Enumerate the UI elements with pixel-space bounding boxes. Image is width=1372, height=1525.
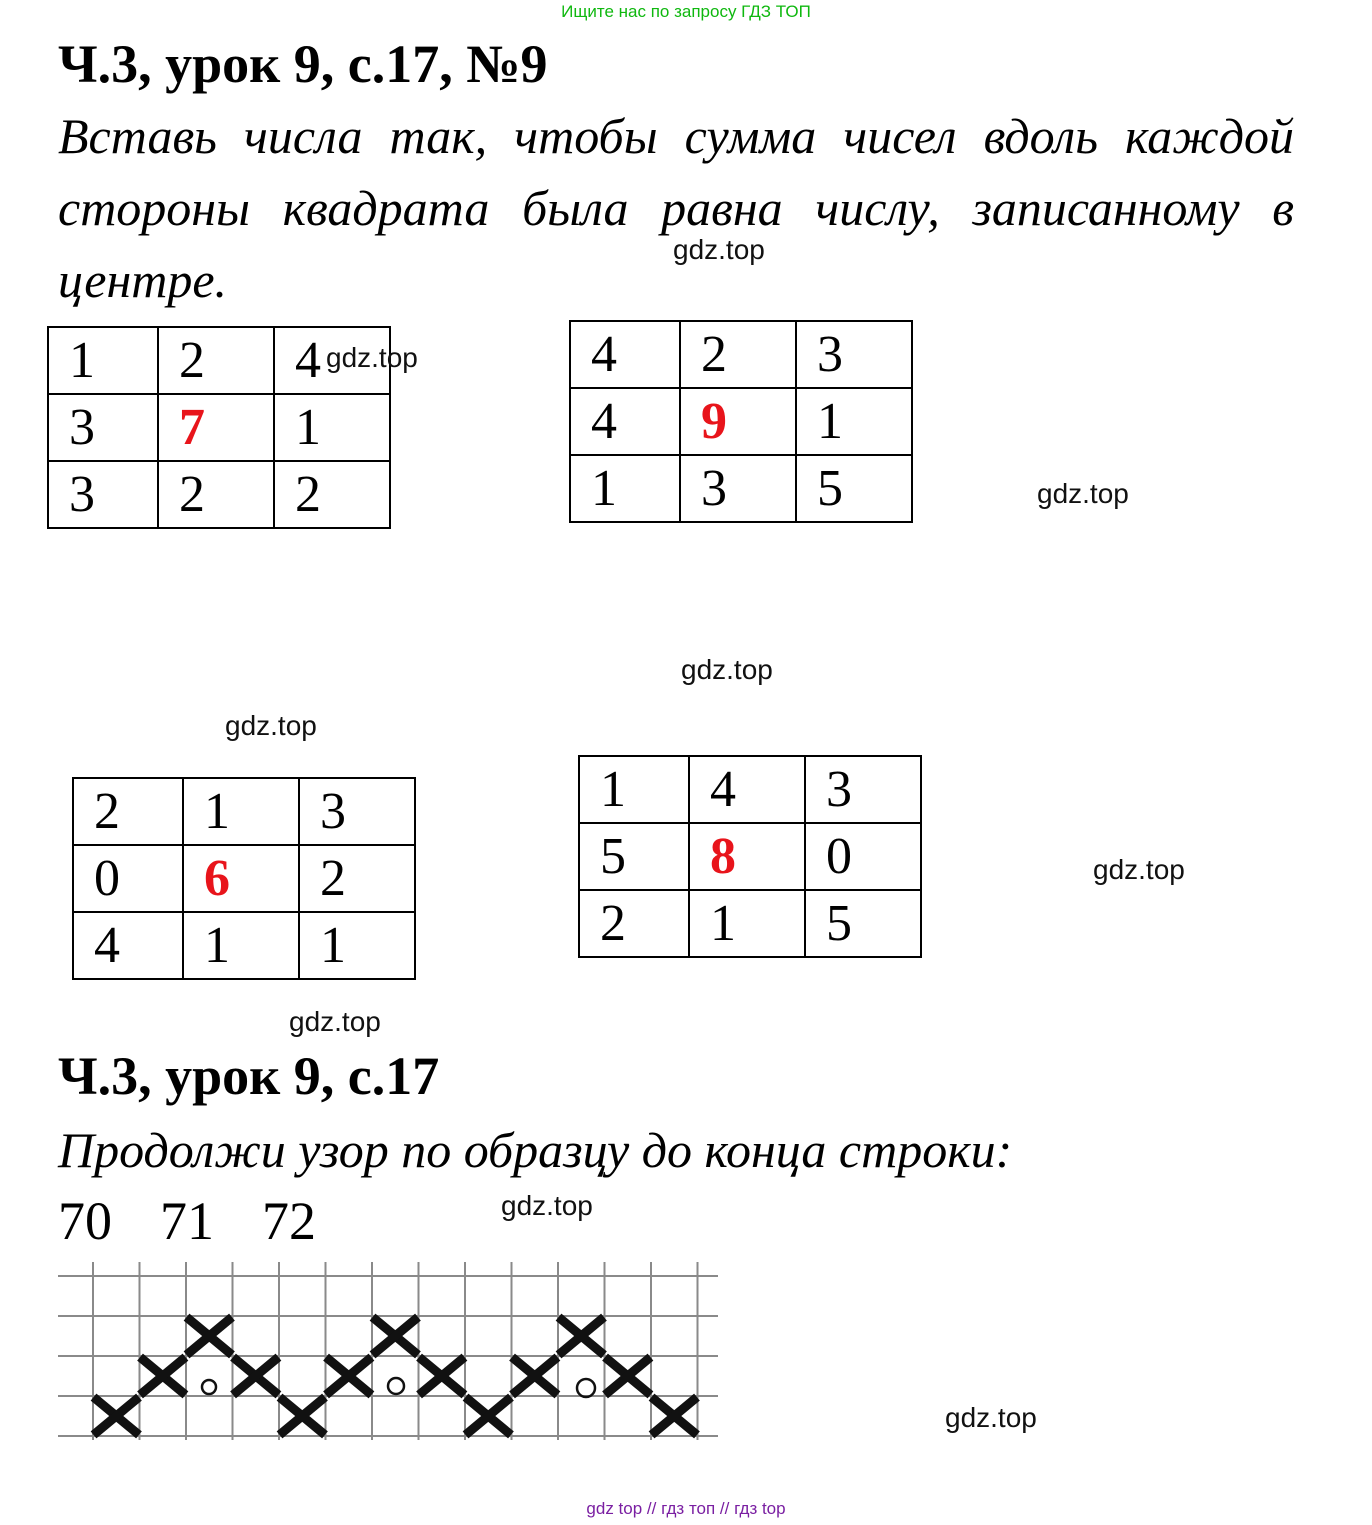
watermark: gdz.top	[673, 234, 765, 265]
number-square-3	[72, 777, 416, 980]
grid-cell: 3	[805, 756, 921, 823]
cross-stitch-pattern	[58, 1262, 720, 1442]
cross-stitch	[237, 1360, 276, 1392]
cross-stitch	[330, 1360, 369, 1392]
grid-cell: 4	[274, 327, 390, 394]
grid-cell: 0	[73, 845, 183, 912]
watermark: gdz.top	[501, 1190, 593, 1221]
grid-cell: 2	[680, 321, 796, 388]
cross-stitch	[655, 1400, 694, 1432]
grid-cell: 5	[796, 455, 912, 522]
center-number: 8	[689, 823, 805, 890]
grid-cell: 1	[570, 455, 680, 522]
cross-stitch	[609, 1360, 648, 1392]
grid-cell: 2	[158, 327, 274, 394]
grid-cell: 1	[579, 756, 689, 823]
grid-cell: 4	[689, 756, 805, 823]
watermark: gdz.top	[225, 710, 317, 741]
cross-stitch	[97, 1400, 136, 1432]
grid-cell: 1	[796, 388, 912, 455]
grid-cell: 1	[689, 890, 805, 957]
center-number: 6	[183, 845, 299, 912]
sequence-number: 72	[262, 1191, 316, 1251]
grid-cell: 2	[158, 461, 274, 528]
grid-cell: 1	[299, 912, 415, 979]
number-square-2	[569, 320, 913, 523]
footer-links[interactable]: gdz top // гдз топ // гдз top	[586, 1499, 786, 1518]
exercise-heading-2: Ч.3, урок 9, с.17	[58, 1046, 440, 1106]
grid-cell: 4	[73, 912, 183, 979]
grid-cell: 4	[570, 388, 680, 455]
grid-cell: 3	[48, 394, 158, 461]
cross-stitch	[469, 1400, 508, 1432]
exercise-heading: Ч.3, урок 9, с.17, №9	[58, 34, 548, 94]
watermark: gdz.top	[326, 342, 418, 373]
watermark: gdz.top	[681, 654, 773, 685]
sequence-number: 70	[58, 1191, 112, 1251]
circle-mark	[388, 1378, 404, 1394]
top-banner[interactable]: Ищите нас по запросу ГДЗ ТОП	[561, 2, 811, 21]
center-number: 7	[158, 394, 274, 461]
grid-cell: 1	[183, 912, 299, 979]
cross-stitch	[376, 1320, 415, 1352]
cross-stitch	[144, 1360, 183, 1392]
watermark: gdz.top	[1093, 854, 1185, 885]
cross-stitch	[516, 1360, 555, 1392]
grid-cell: 2	[73, 778, 183, 845]
grid-cell: 5	[579, 823, 689, 890]
grid-cell: 3	[796, 321, 912, 388]
grid-cell: 2	[579, 890, 689, 957]
cross-stitch	[562, 1320, 601, 1352]
grid-cell: 2	[274, 461, 390, 528]
grid-cell: 1	[274, 394, 390, 461]
grid-cell: 2	[299, 845, 415, 912]
number-square-4	[578, 755, 922, 958]
watermark: gdz.top	[945, 1402, 1037, 1433]
number-sequence	[58, 1190, 316, 1252]
grid-cell: 3	[299, 778, 415, 845]
cross-stitch	[423, 1360, 462, 1392]
exercise-task-2: Продолжи узор по образцу до конца строки:	[58, 1122, 1013, 1178]
watermark: gdz.top	[1037, 478, 1129, 509]
grid-cell: 3	[48, 461, 158, 528]
circle-mark	[577, 1379, 595, 1397]
sequence-number: 71	[160, 1191, 214, 1251]
grid-cell: 1	[48, 327, 158, 394]
grid-cell: 5	[805, 890, 921, 957]
grid-cell: 4	[570, 321, 680, 388]
cross-stitch	[283, 1400, 322, 1432]
exercise-task: Вставь числа так, чтобы сумма чисел вдоль каждой стороны квадрата была равна числу, записанному в центре.	[58, 108, 1294, 308]
cross-stitch	[190, 1320, 229, 1352]
grid-cell: 0	[805, 823, 921, 890]
circle-mark	[202, 1380, 216, 1394]
grid-cell: 1	[183, 778, 299, 845]
center-number: 9	[680, 388, 796, 455]
watermark: gdz.top	[289, 1006, 381, 1037]
grid-cell: 3	[680, 455, 796, 522]
